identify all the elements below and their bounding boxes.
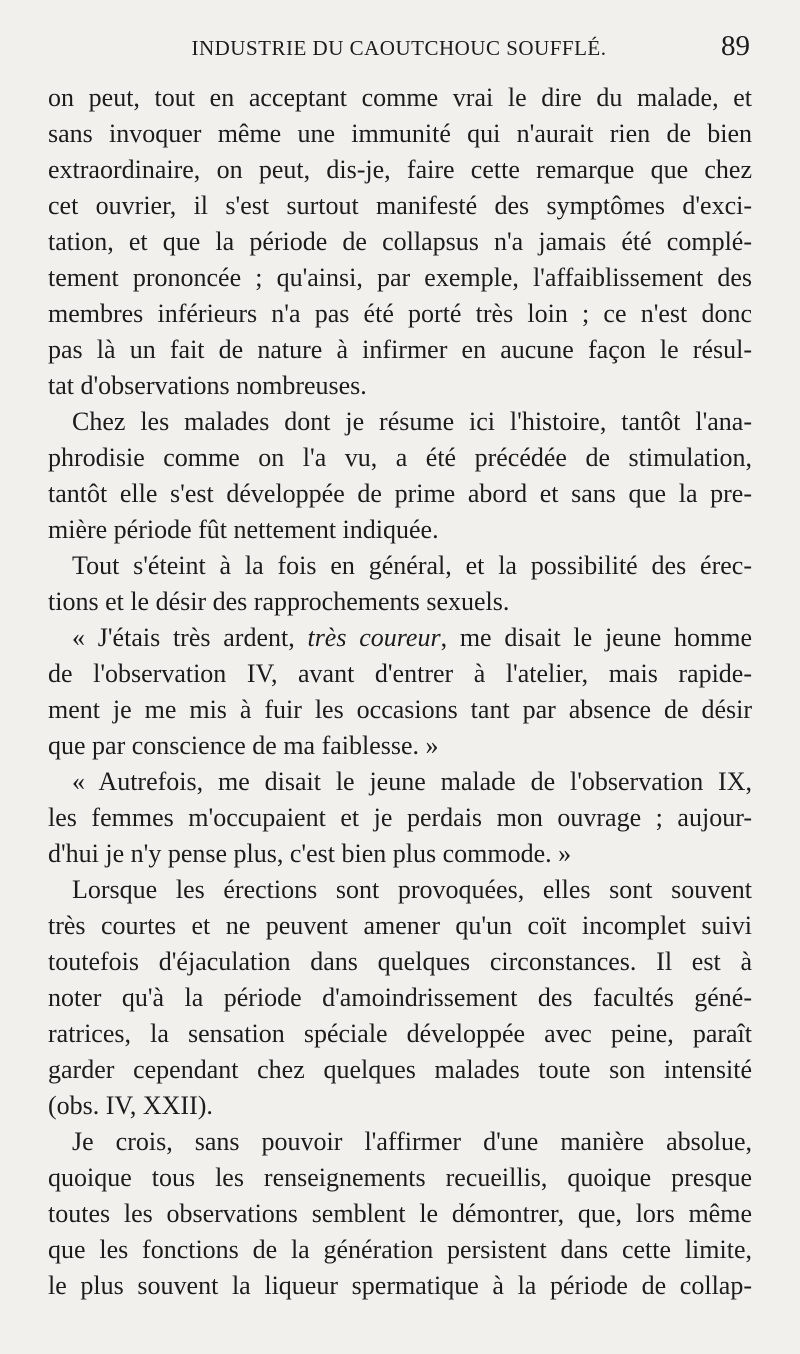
italic-phrase: très coureur (307, 623, 441, 652)
text-line: noter qu'à la période d'amoindrissement des facultés géné- (48, 983, 752, 1012)
text-line: garder cependant chez quelques malades toute son intensité (48, 1055, 752, 1084)
text-line: ratrices, la sensation spéciale développée avec peine, paraît (48, 1019, 752, 1048)
text-line: tantôt elle s'est développée de prime abord et sans que la pre- (48, 479, 752, 508)
text-line: les femmes m'occupaient et je perdais mon ouvrage ; aujour- (48, 803, 752, 832)
text-segment: , me disait le jeune homme (440, 623, 752, 652)
text-line: ment je me mis à fuir les occasions tant par absence de désir (48, 695, 752, 724)
text-line: pas là un fait de nature à infirmer en aucune façon le résul- (48, 335, 752, 364)
text-line: Chez les malades dont je résume ici l'histoire, tantôt l'ana- (72, 407, 752, 436)
text-line: quoique tous les renseignements recueillis, quoique presque (48, 1163, 752, 1192)
text-line: d'hui je n'y pense plus, c'est bien plus commode. » (48, 839, 572, 868)
text-line: tement prononcée ; qu'ainsi, par exemple, l'affaiblissement des (48, 263, 752, 292)
text-segment: « J'étais très ardent, (72, 623, 308, 652)
page-number: 89 (721, 30, 750, 62)
page-header (48, 30, 750, 70)
text-line: cet ouvrier, il s'est surtout manifesté des symptômes d'exci- (48, 191, 752, 220)
text-line: mière période fût nettement indiquée. (48, 515, 439, 544)
text-line: Tout s'éteint à la fois en général, et la possibilité des érec- (72, 551, 752, 580)
text-line: Je crois, sans pouvoir l'affirmer d'une manière absolue, (72, 1127, 752, 1156)
text-line: « Autrefois, me disait le jeune malade de l'observation IX, (72, 767, 752, 796)
text-line: toutes les observations semblent le démontrer, que, lors même (48, 1199, 752, 1228)
text-line: très courtes et ne peuvent amener qu'un coït incomplet suivi (48, 911, 752, 940)
text-line: que les fonctions de la génération persistent dans cette limite, (48, 1235, 752, 1264)
text-line: que par conscience de ma faiblesse. » (48, 731, 439, 760)
text-line: on peut, tout en acceptant comme vrai le dire du malade, et (48, 83, 752, 112)
text-line (48, 620, 752, 656)
text-line: extraordinaire, on peut, dis-je, faire cette remarque que chez (48, 155, 752, 184)
text-line: tions et le désir des rapprochements sexuels. (48, 587, 510, 616)
running-title: INDUSTRIE DU CAOUTCHOUC SOUFFLÉ. (191, 36, 607, 60)
text-line: le plus souvent la liqueur spermatique à la période de collap- (48, 1271, 752, 1300)
text-line: Lorsque les érections sont provoquées, elles sont souvent (72, 875, 752, 904)
text-line: de l'observation IV, avant d'entrer à l'atelier, mais rapide- (48, 659, 752, 688)
text-line: tat d'observations nombreuses. (48, 371, 367, 400)
text-line: sans invoquer même une immunité qui n'aurait rien de bien (48, 119, 752, 148)
text-line: membres inférieurs n'a pas été porté très loin ; ce n'est donc (48, 299, 752, 328)
text-line: tation, et que la période de collapsus n'a jamais été complé- (48, 227, 752, 256)
text-line: (obs. IV, XXII). (48, 1091, 213, 1120)
text-line: toutefois d'éjaculation dans quelques circonstances. Il est à (48, 947, 752, 976)
text-line: phrodisie comme on l'a vu, a été précédée de stimulation, (48, 443, 752, 472)
